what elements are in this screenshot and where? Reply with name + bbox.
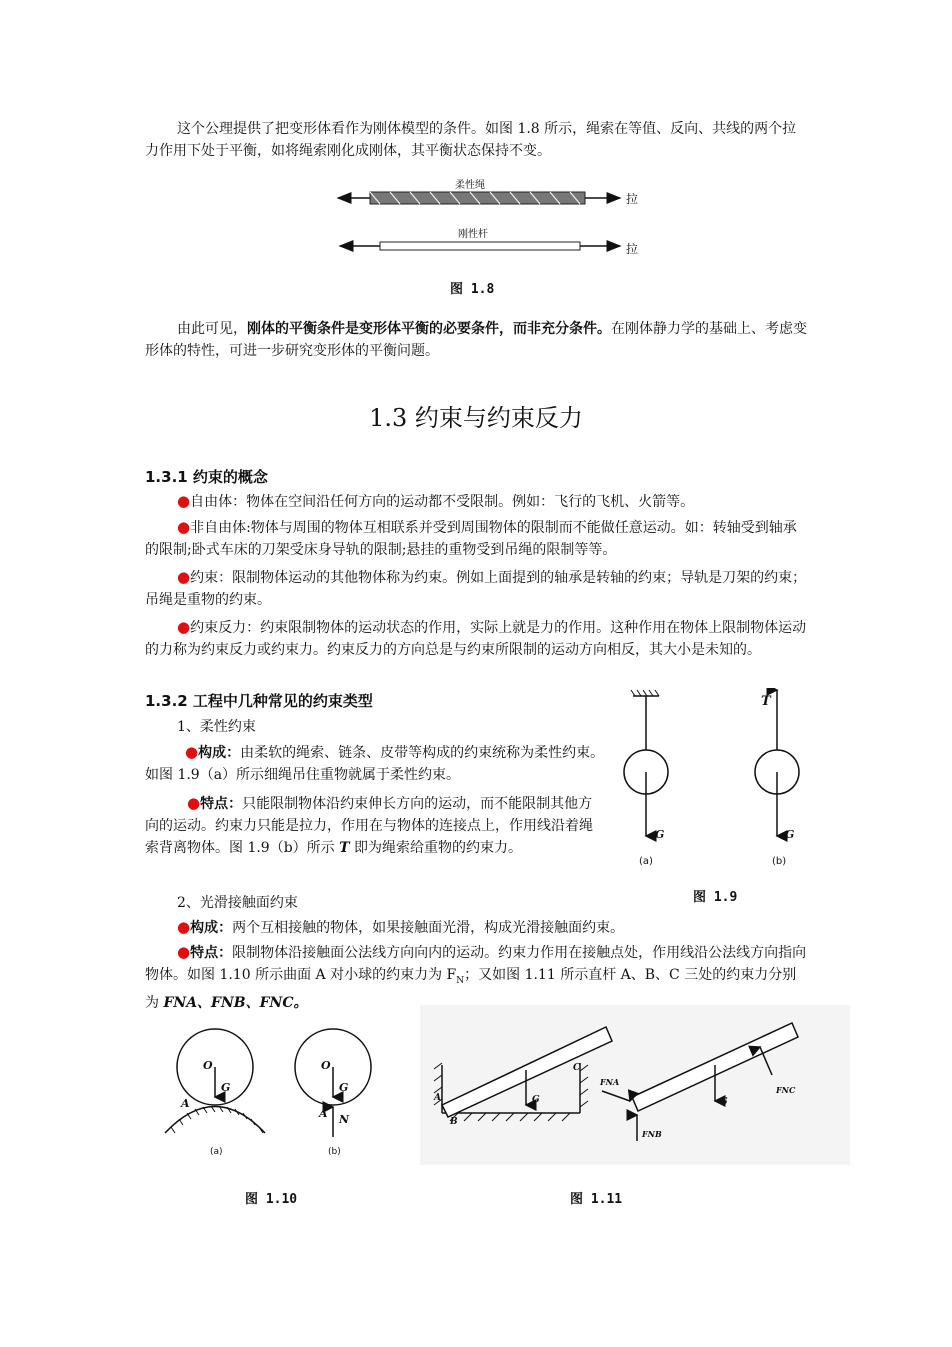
weight-label-a: G [221, 1081, 231, 1094]
subfig-b-label: (b) [328, 1147, 341, 1157]
conclusion-paragraph [145, 318, 810, 362]
ball-on-surface-diagram [155, 1025, 380, 1165]
center-o-label-a: O [203, 1059, 213, 1072]
figure-1-9 [615, 688, 815, 878]
flex-composition: ●构成：由柔软的绳索、链条、皮带等构成的约束统称为柔性约束。如图 1.9（a）所示细绳吊住重物就属于柔性约束。 [145, 743, 605, 783]
subfig-a-label: (a) [210, 1147, 223, 1157]
bullet-constraint-reaction: ●约束反力：约束限制物体的运动状态的作用，实际上就是力的作用。这种作用在物体上限制物体运动的力称为约束反力或约束力。约束反力的方向总是与约束所限制的运动方向相反，其大小是未知的。 [145, 618, 807, 658]
bullet-dot-icon: ● [177, 918, 191, 936]
bullet-dot-icon: ● [177, 492, 191, 510]
subsection-1-3-1: 1.3.1 约束的概念 [145, 468, 268, 486]
conclusion-bold: 刚体的平衡条件是变形体平衡的必要条件，而非充分条件。 [247, 321, 611, 337]
conclusion-pre: 由此可见， [177, 321, 247, 337]
tension-label: T [761, 694, 771, 709]
center-o-label-b: O [321, 1059, 331, 1072]
bullet-free-body: ●自由体：物体在空间沿任何方向的运动都不受限制。例如：飞行的飞机、火箭等。 [177, 492, 695, 510]
bullet-non-free-body: ●非自由体:物体与周围的物体互相联系并受到周围物体的限制而不能做任意运动。如：转轴受到轴承的限制;卧式车床的刀架受床身导轨的限制;悬挂的重物受到吊绳的限制等等。 [145, 518, 797, 558]
point-c-label: C [573, 1063, 581, 1073]
conclusion-post: 在刚体静力学的基础上、考虑变形体的特性，可进一步研究变形体的平衡问题。 [145, 321, 807, 359]
force-fna-label: FNA [600, 1077, 620, 1087]
figure-1-10 [155, 1025, 380, 1165]
force-fnc-label: FNC [776, 1085, 796, 1095]
bullet-dot-icon: ● [177, 943, 191, 961]
bullet-constraint: ●约束：限制物体运动的其他物体称为约束。例如上面提到的轴承是转轴的约束；导轨是刀架的约束；吊绳是重物的约束。 [145, 568, 807, 608]
normal-force-label: N [339, 1113, 350, 1126]
weight-label-2: G [720, 1097, 728, 1107]
subfig-a-label: (a) [639, 856, 653, 867]
pull-label-2: 拉 [626, 242, 639, 256]
weight-label-1: G [532, 1095, 540, 1105]
flex-feature: ●特点：只能限制物体沿约束伸长方向的运动，而不能限制其他方向的运动。约束力只能是拉力，作用在与物体的连接点上，作用线沿着绳索背离物体。图 1.9（b）所示 T 即为绳索给重物的约束力。 [145, 794, 593, 856]
bullet-dot-icon: ● [185, 743, 199, 761]
hanging-weight-diagram [615, 688, 815, 878]
section-title: 1.3 约束与约束反力 [369, 404, 583, 432]
figure-1-9-caption: 图 1.9 [693, 890, 738, 905]
weight-label-b: G [785, 828, 795, 841]
bullet-dot-icon: ● [177, 518, 191, 536]
figure-1-8-caption: 图 1.8 [450, 282, 495, 297]
force-fnb-label: FNB [642, 1129, 662, 1139]
rope-label: 柔性绳 [455, 180, 485, 191]
bullet-dot-icon: ● [177, 568, 191, 586]
smooth-feature: ●特点：限制物体沿接触面公法线方向向内的运动。约束力作用在接触点处，作用线沿公法线方向指向物体。如图 1.10 所示曲面 A 对小球的约束力为 $F_N$；又如图 1.11 所示直杆 A、B、C 三处的约束力分别为 FNA、FNB、FNC。 [145, 943, 807, 1011]
figure-1-11 [420, 1005, 850, 1165]
contact-a-label-b: A [319, 1107, 328, 1120]
point-a-label: A [434, 1093, 441, 1103]
weight-label-a: G [655, 828, 665, 841]
intro-paragraph: 这个公理提供了把变形体看作为刚体模型的条件。如图 1.8 所示，绳索在等值、反向、共线的两个拉力作用下处于平衡，如将绳索刚化成刚体，其平衡状态保持不变。 [145, 121, 797, 159]
pull-label-1: 拉 [626, 192, 639, 206]
point-b-label: B [450, 1117, 458, 1127]
figure-1-10-caption: 图 1.10 [245, 1192, 298, 1207]
weight-label-b: G [339, 1081, 349, 1094]
flex-title: 1、柔性约束 [177, 719, 256, 735]
rod-label: 刚性杆 [458, 229, 488, 240]
smooth-title: 2、光滑接触面约束 [177, 895, 298, 911]
figure-1-8 [330, 172, 650, 262]
subsection-1-3-2: 1.3.2 工程中几种常见的约束类型 [145, 692, 373, 710]
rope-rod-diagram [330, 172, 650, 262]
subfig-b-label: (b) [772, 856, 787, 867]
contact-a-label-a: A [181, 1097, 190, 1110]
bullet-dot-icon: ● [187, 794, 201, 812]
figure-1-11-caption: 图 1.11 [570, 1192, 623, 1207]
bullet-dot-icon: ● [177, 618, 191, 636]
smooth-composition: ●构成：两个互相接触的物体，如果接触面光滑，构成光滑接触面约束。 [177, 918, 625, 936]
